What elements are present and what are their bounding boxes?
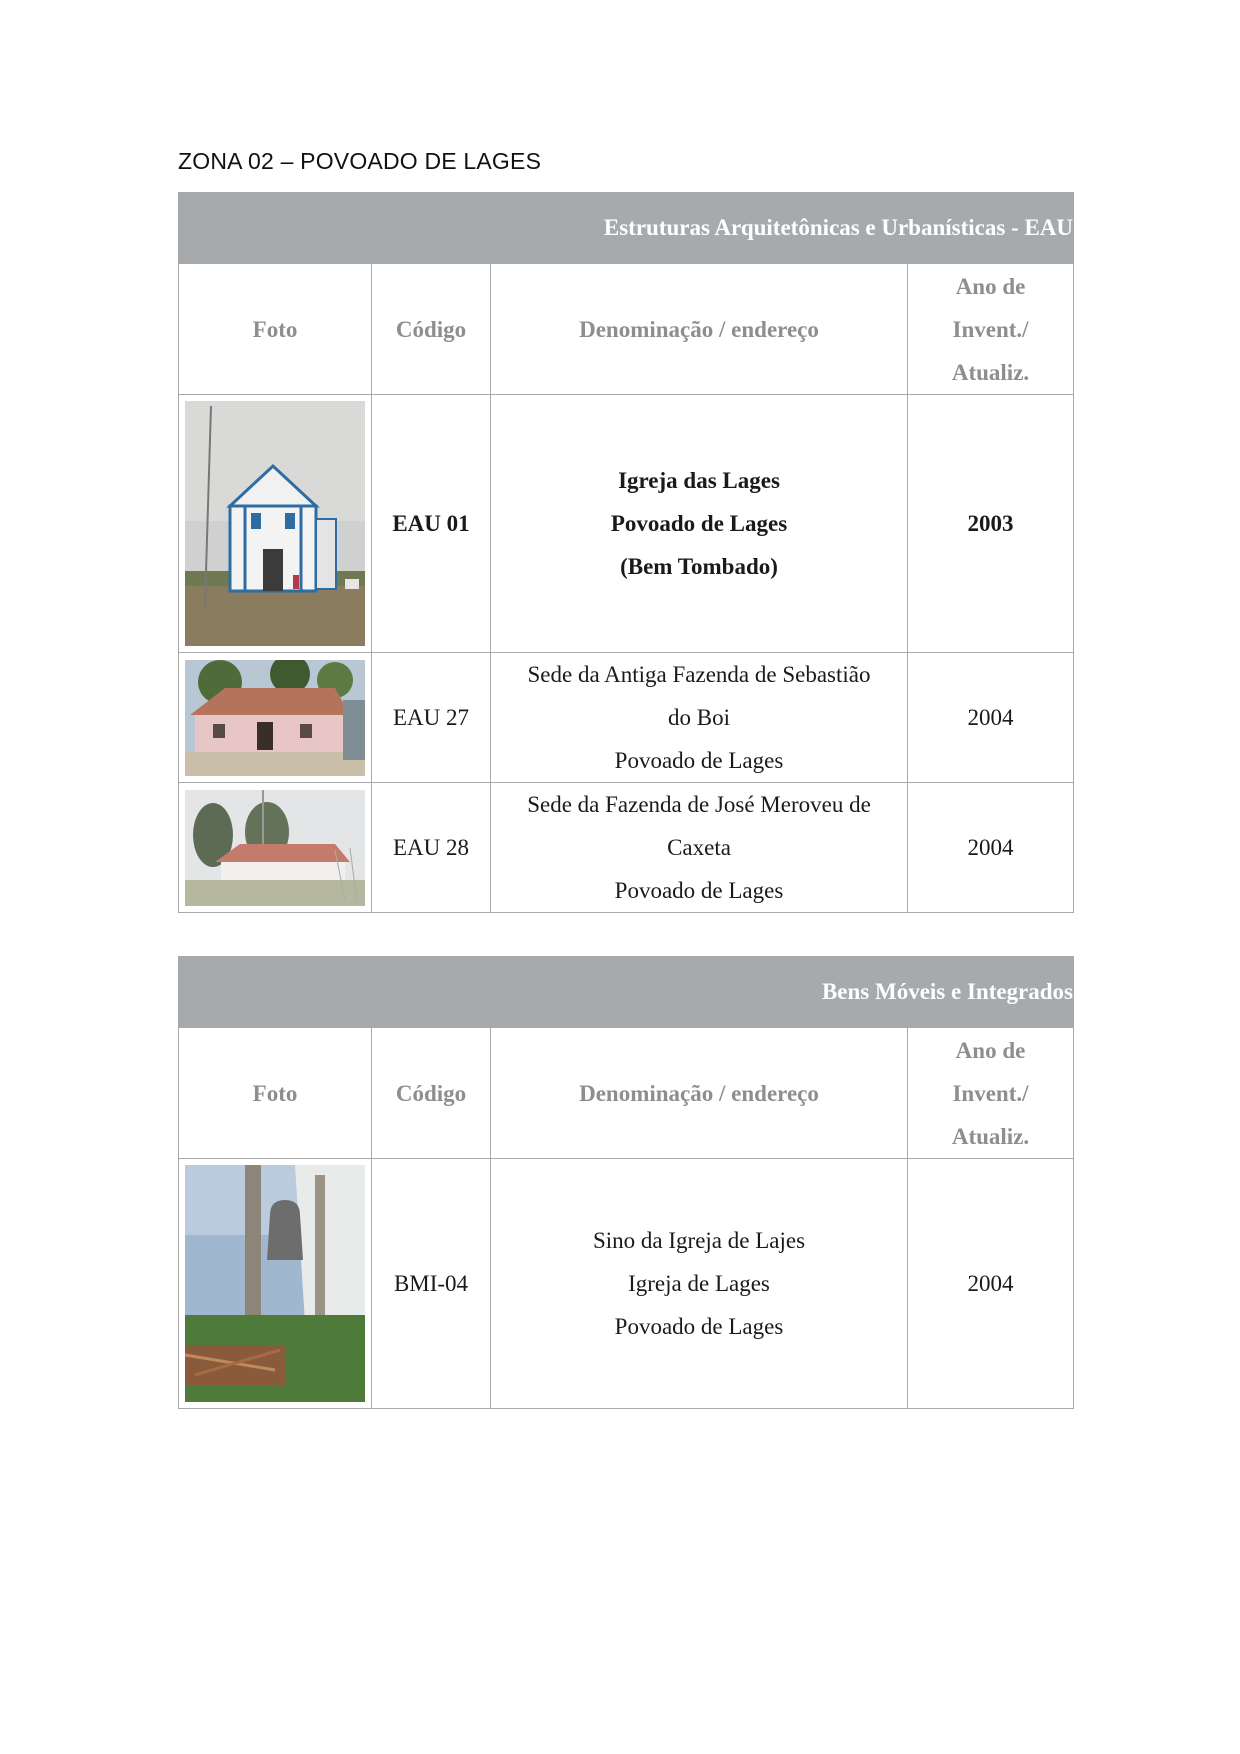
- row-name-line: Povoado de Lages: [614, 748, 784, 773]
- eau-table: [178, 192, 1074, 913]
- row-code: EAU 28: [372, 783, 491, 913]
- zone-title: ZONA 02 – POVOADO DE LAGES: [178, 148, 542, 174]
- farmhouse-trees-photo-icon: [185, 790, 365, 906]
- table-row: [179, 1159, 1074, 1409]
- table-row: [179, 653, 1074, 783]
- row-code: BMI-04: [372, 1159, 491, 1409]
- col-header-year-line3: Atualiz.: [951, 359, 1030, 385]
- col-header-year-line2: Invent./: [952, 1080, 1029, 1106]
- row-name-line: Sino da Igreja de Lajes: [592, 1228, 806, 1253]
- row-name-line: Povoado de Lages: [614, 878, 784, 903]
- row-name: [491, 783, 908, 913]
- row-name-line: Povoado de Lages: [614, 1314, 784, 1339]
- col-header-year-line2: Invent./: [952, 316, 1029, 342]
- row-name-line: Sede da Fazenda de José Meroveu de: [527, 792, 871, 817]
- row-name-line: Igreja de Lages: [628, 1271, 770, 1296]
- row-code: EAU 27: [372, 653, 491, 783]
- col-header-code: Código: [372, 1028, 491, 1159]
- bmi-column-headers: [179, 1028, 1074, 1159]
- row-name-line: (Bem Tombado): [620, 554, 778, 579]
- row-name-line: Sede da Antiga Fazenda de Sebastião: [527, 662, 871, 687]
- col-header-year-line3: Atualiz.: [951, 1123, 1030, 1149]
- eau-section-header: [179, 193, 1074, 264]
- church-photo-icon: [185, 401, 365, 646]
- photo-cell: [179, 653, 372, 783]
- eau-column-headers: [179, 264, 1074, 395]
- table-row: [179, 783, 1074, 913]
- farmhouse-photo-icon: [185, 660, 365, 776]
- col-header-name: Denominação / endereço: [491, 264, 908, 395]
- col-header-code: Código: [372, 264, 491, 395]
- row-year: 2004: [908, 783, 1074, 913]
- eau-section-title: Estruturas Arquitetônicas e Urbanísticas - EAU: [179, 193, 1074, 264]
- row-year: 2003: [908, 395, 1074, 653]
- col-header-year: [908, 264, 1074, 395]
- photo-cell: [179, 783, 372, 913]
- col-header-year-line1: Ano de: [955, 273, 1026, 299]
- row-name-line: Igreja das Lages: [618, 468, 780, 493]
- col-header-name: Denominação / endereço: [491, 1028, 908, 1159]
- row-name: [491, 653, 908, 783]
- bell-photo-icon: [185, 1165, 365, 1402]
- row-year: 2004: [908, 653, 1074, 783]
- col-header-photo: Foto: [179, 264, 372, 395]
- row-name: [491, 395, 908, 653]
- col-header-year: [908, 1028, 1074, 1159]
- row-name-line: Povoado de Lages: [610, 511, 788, 536]
- row-name-line: do Boi: [668, 705, 730, 730]
- row-code: EAU 01: [372, 395, 491, 653]
- col-header-year-line1: Ano de: [955, 1037, 1026, 1063]
- bmi-table: [178, 956, 1074, 1409]
- row-name-line: Caxeta: [667, 835, 731, 860]
- photo-cell: [179, 1159, 372, 1409]
- bmi-section-header: [179, 957, 1074, 1028]
- row-year: 2004: [908, 1159, 1074, 1409]
- photo-cell: [179, 395, 372, 653]
- row-name: [491, 1159, 908, 1409]
- bmi-section-title: Bens Móveis e Integrados: [179, 957, 1074, 1028]
- table-row: [179, 395, 1074, 653]
- col-header-photo: Foto: [179, 1028, 372, 1159]
